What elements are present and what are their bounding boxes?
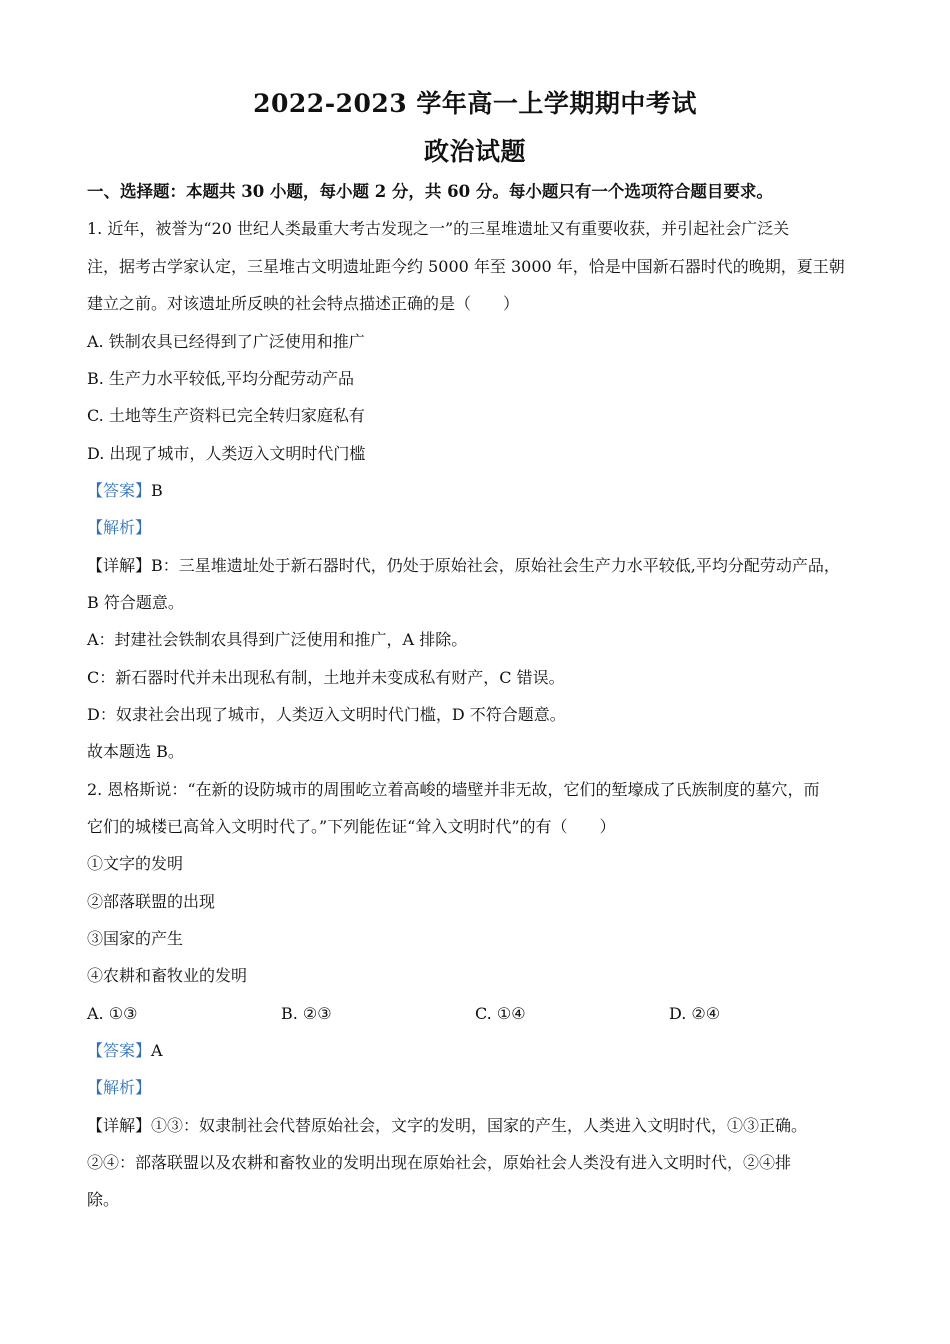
analysis-tag: 【解析】 [87,518,152,537]
detail-tag: 【详解】 [87,1116,152,1135]
q1-answer [87,481,890,501]
q2-option-c: C. ①④ [475,1004,526,1023]
detail-tag: 【详解】 [87,556,152,575]
q2-item: ①文字的发明 [87,854,184,873]
answer-value: B [151,481,163,500]
q2-stem-line: 2. 恩格斯说：“在新的设防城市的周围屹立着高峻的墙壁并非无故，它们的堑壕成了氏族制度的墓穴，而 [87,780,820,799]
q2-detail-line: ②④：部落联盟以及农耕和畜牧业的发明出现在原始社会，原始社会人类没有进入文明时代，②④排 [87,1153,792,1172]
q1-option-b: B. 生产力水平较低,平均分配劳动产品 [87,369,355,388]
q1-detail-line: 故本题选 B。 [87,742,184,761]
exam-title: 2022-2023 学年高一上学期期中考试 [253,89,697,118]
q2-item: ④农耕和畜牧业的发明 [87,966,248,985]
q1-option-c: C. 土地等生产资料已完全转归家庭私有 [87,406,365,425]
detail-text: B：三星堆遗址处于新石器时代，仍处于原始社会，原始社会生产力水平较低,平均分配劳动产品， [151,556,840,575]
q2-answer [87,1041,890,1061]
q1-stem-line: 建立之前。对该遗址所反映的社会特点描述正确的是（ ） [87,294,520,313]
q1-option-a: A. 铁制农具已经得到了广泛使用和推广 [87,332,365,351]
q2-option-d: D. ②④ [669,1004,721,1023]
q2-item: ②部落联盟的出现 [87,892,216,911]
section-heading: 一、选择题：本题共 30 小题，每小题 2 分，共 60 分。每小题只有一个选项符合题目要求。 [87,182,773,201]
answer-tag: 【答案】 [87,481,152,500]
analysis-tag: 【解析】 [87,1078,152,1097]
detail-text: ①③：奴隶制社会代替原始社会，文字的发明，国家的产生，人类进入文明时代，①③正确。 [151,1116,808,1135]
answer-value: A [151,1041,163,1060]
q1-analysis [87,518,890,538]
q2-analysis [87,1078,890,1098]
q1-detail-line: B 符合题意。 [87,593,184,612]
q2-option-a: A. ①③ [87,1004,138,1023]
q2-item: ③国家的产生 [87,929,184,948]
exam-subject: 政治试题 [423,137,526,166]
q1-stem-line: 注，据考古学家认定，三星堆古文明遗址距今约 5000 年至 3000 年，恰是中国新石器时代的晚期，夏王朝 [87,257,845,276]
q1-stem-line: 1. 近年，被誉为“20 世纪人类最重大考古发现之一”的三星堆遗址又有重要收获，并引起社会广泛关 [87,219,790,238]
q1-detail-line: A：封建社会铁制农具得到广泛使用和推广，A 排除。 [87,630,468,649]
answer-tag: 【答案】 [87,1041,152,1060]
q1-detail-line: D：奴隶社会出现了城市，人类迈入文明时代门槛，D 不符合题意。 [87,705,566,724]
q1-detail-line: C：新石器时代并未出现私有制，土地并未变成私有财产，C 错误。 [87,668,565,687]
q2-option-b: B. ②③ [281,1004,332,1023]
q2-detail-line [87,1116,890,1136]
q2-detail-line: 除。 [87,1190,120,1209]
q1-detail-line [87,556,890,576]
q2-stem-line: 它们的城楼已高耸入文明时代了。”下列能佐证“耸入文明时代”的有（ ） [87,817,616,836]
q1-option-d: D. 出现了城市，人类迈入文明时代门槛 [87,444,366,463]
